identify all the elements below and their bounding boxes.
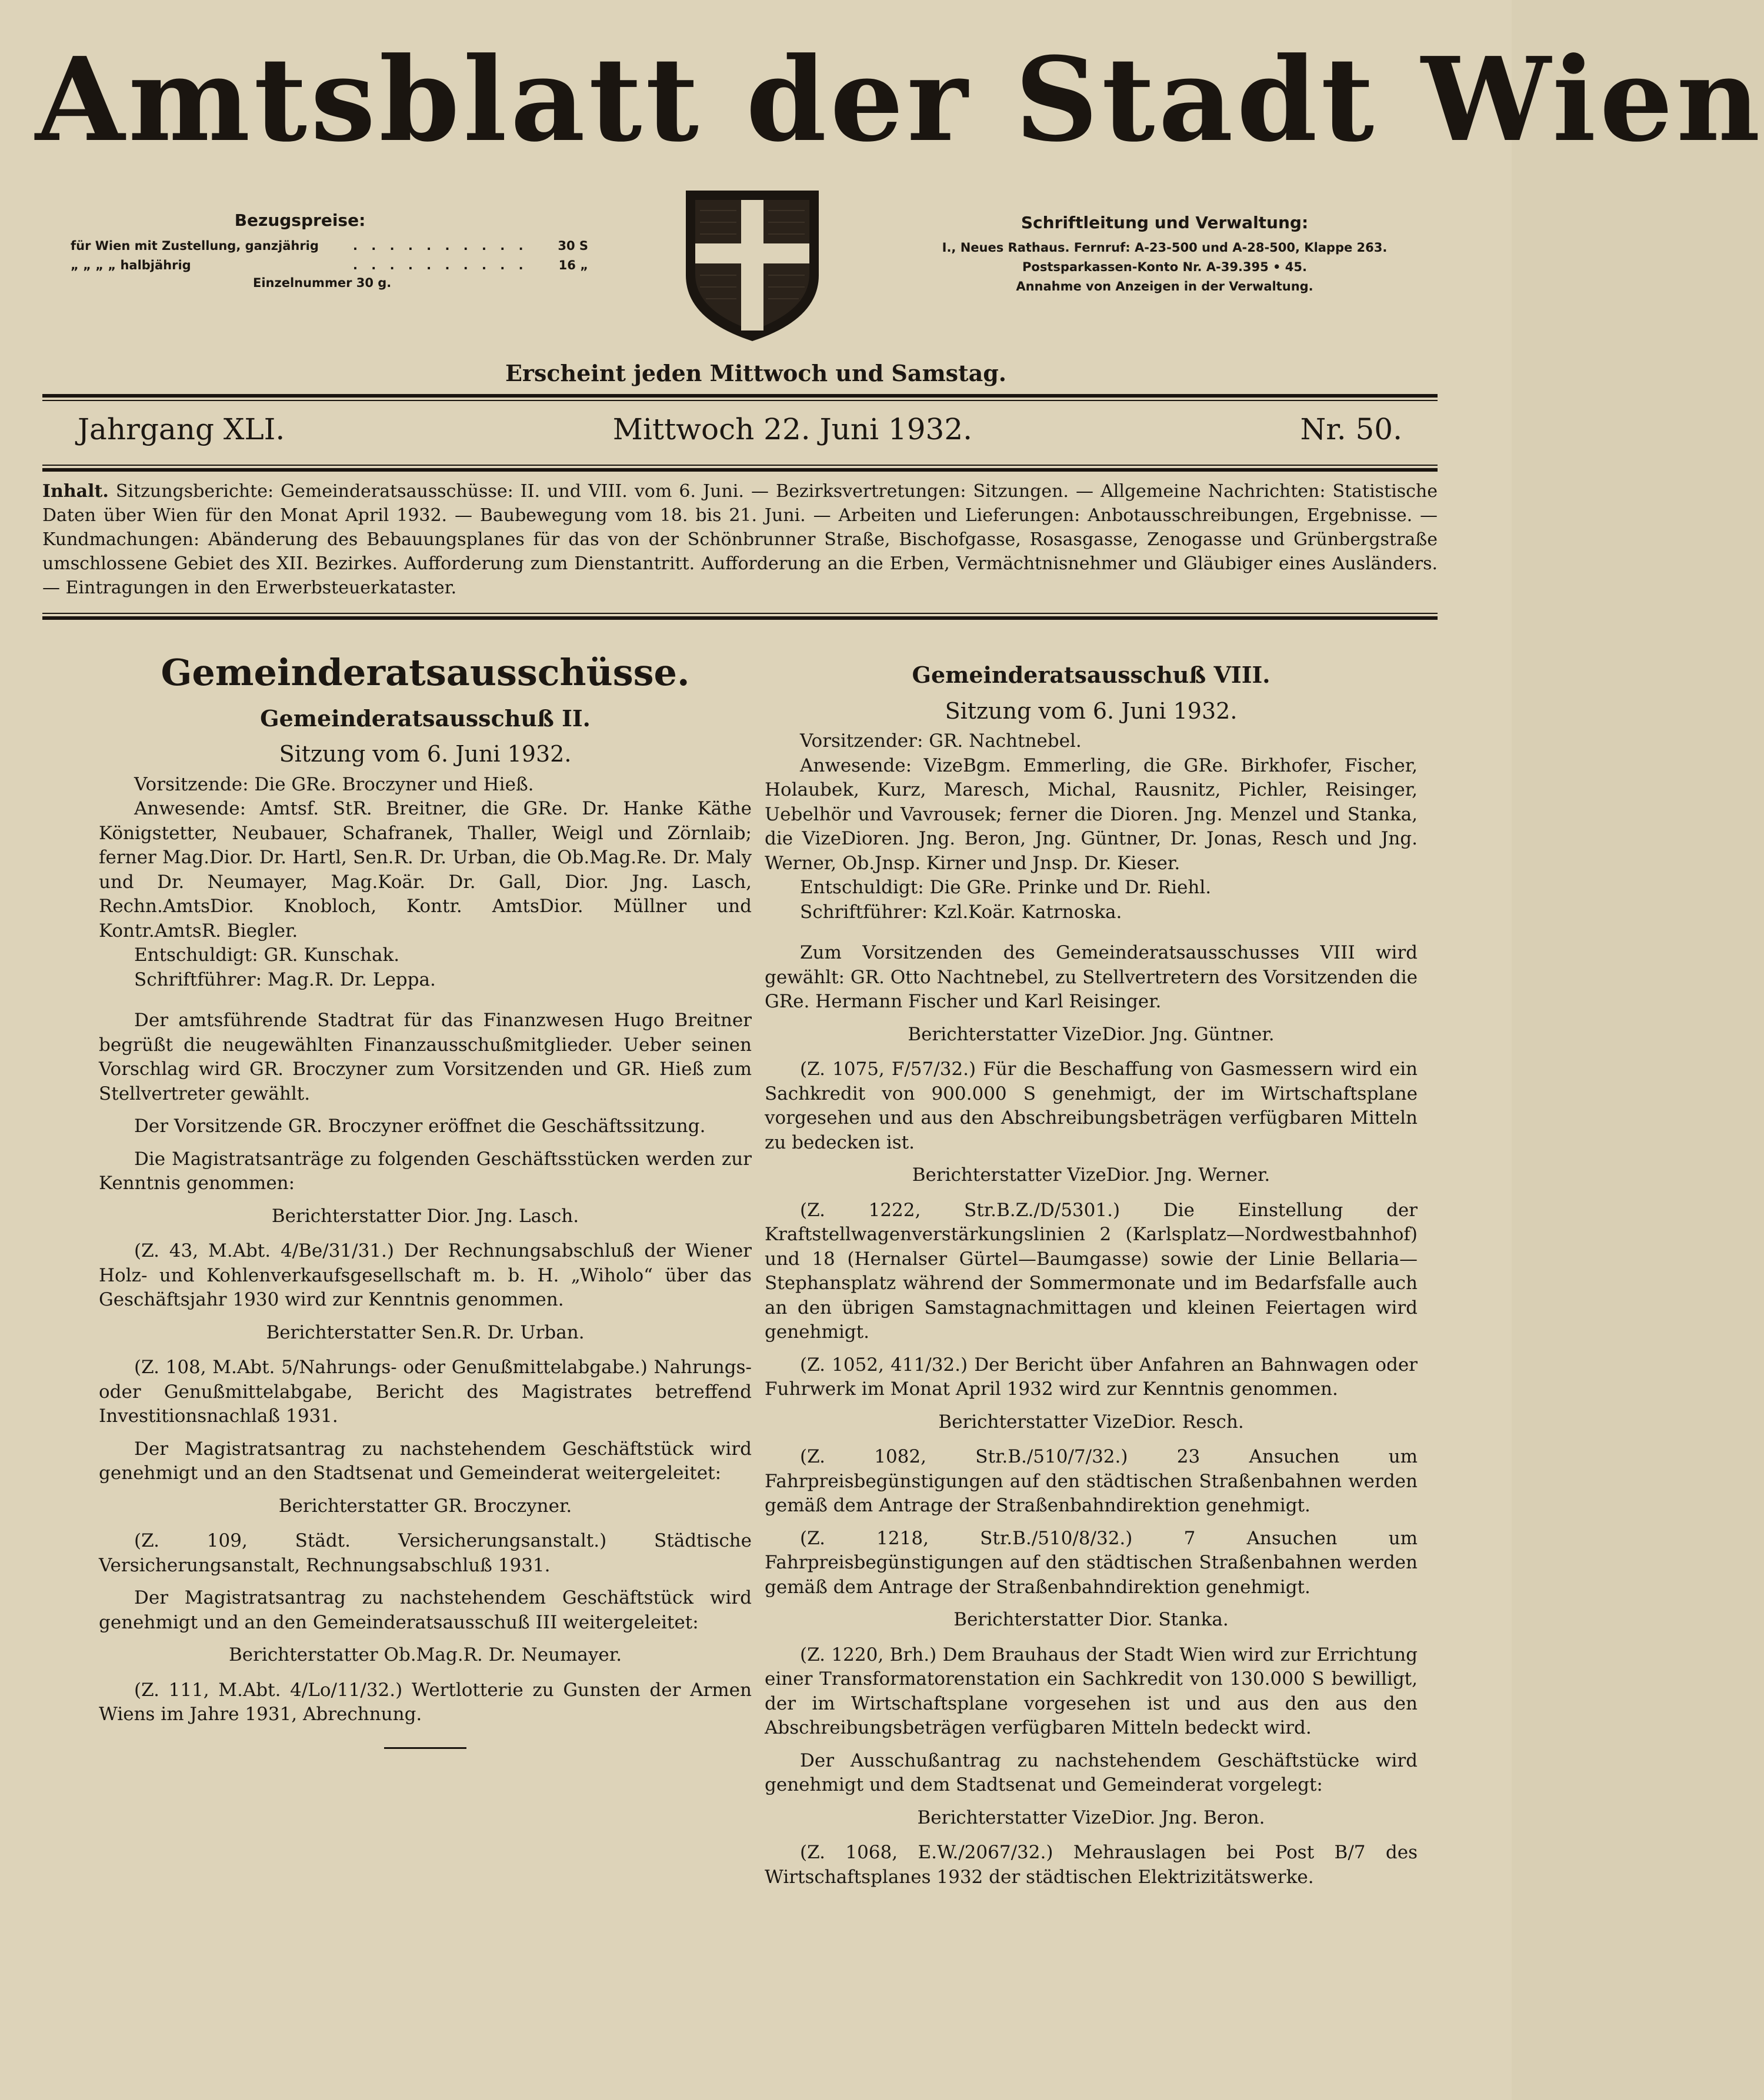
agenda-item: (Z. 111, M.Abt. 4/Lo/11/32.) Wertlotterie zu Gunsten der Armen Wiens im Jahre 1931, Abrechnung. [99, 1679, 752, 1725]
price-row-halfyear [71, 255, 588, 275]
divider-thick [42, 468, 1438, 472]
agenda-item: (Z. 1075, F/57/32.) Für die Beschaffung von Gasmessern wird ein Sachkredit von 900.000 S genehmigt, der im Wirtschaftsplane vorgesehen und aus den Abschreibungsbeträgen verfügbaren Mitteln zu bedecken ist. [765, 1059, 1418, 1153]
agenda-item: (Z. 1222, Str.B.Z./D/5301.) Die Einstellung der Kraftstellwagenverstärkungslinien 2 (Karlsplatz—Nordwestbahnhof) und 18 (Hernalser Gürtel—Baumgasse) sowie der Linie Bellaria—Stephansplatz während der Sommermonate und im Bedarfsfalle auch an den übrigen Samstagnachmittagen und kleinen Feiertagen wird genehmigt. [765, 1199, 1418, 1343]
agenda-item: (Z. 1082, Str.B./510/7/32.) 23 Ansuchen um Fahrpreisbegünstigungen auf den städtischen Straßenbahnen werden gemäß dem Antrage der Straßenbahndirektion genehmigt. [765, 1446, 1418, 1516]
paragraph: Der Magistratsantrag zu nachstehendem Geschäftstück wird genehmigt und an den Stadtsenat und Gemeinderat weitergeleitet: [99, 1438, 752, 1484]
session-date: Sitzung vom 6. Juni 1932. [279, 741, 572, 767]
agenda-item: (Z. 1220, Brh.) Dem Brauhaus der Stadt Wien wird zur Errichtung einer Transformatorenstation ein Sachkredit von 130.000 S bewilligt, der im Wirtschaftsplane vorgesehen ist und aus den aus den Abschreibungsbeträgen verfügbaren Mitteln bedeckt wird. [765, 1644, 1418, 1738]
single-issue-price: Einzelnummer 30 g. [253, 276, 392, 290]
session-date: Sitzung vom 6. Juni 1932. [945, 697, 1238, 724]
editorial-ads-note: Annahme von Anzeigen in der Verwaltung. [1016, 279, 1313, 293]
left-column [99, 638, 752, 1749]
excused: Entschuldigt: GR. Kunschak. [134, 944, 400, 966]
agenda-item: (Z. 108, M.Abt. 5/Nahrungs- oder Genußmittelabgabe.) Nahrungs- oder Genußmittelabgabe, Bericht des Magistrates betreffend Investitionsnachlaß 1931. [99, 1357, 752, 1427]
divider-thin [42, 400, 1438, 401]
divider-thick [42, 616, 1438, 620]
price-label: für Wien mit Zustellung, ganzjährig [71, 238, 319, 253]
section-title: Gemeinderatsausschüsse. [161, 651, 690, 694]
paragraph: Der Magistratsantrag zu nachstehendem Geschäftstück wird genehmigt und an den Gemeinderatsausschuß III weitergeleitet: [99, 1587, 752, 1633]
chair: Vorsitzende: Die GRe. Broczyner und Hieß. [134, 773, 534, 795]
vienna-coat-of-arms-icon [682, 187, 822, 345]
paragraph: Der Vorsitzende GR. Broczyner eröffnet die Geschäftssitzung. [134, 1116, 706, 1137]
editorial-office [906, 213, 1423, 296]
price-value: 16 „ [558, 258, 588, 272]
reporter: Berichterstatter VizeDior. Jng. Beron. [917, 1807, 1265, 1828]
issue-date: Mittwoch 22. Juni 1932. [612, 412, 973, 446]
attendees: Anwesende: Amtsf. StR. Breitner, die GRe. Dr. Hanke Käthe Königstetter, Neubauer, Schafranek, Thaller, Weigl und Zörnlaib; ferner Mag.Dior. Dr. Hartl, Sen.R. Dr. Urban, die Ob.Mag.Re. Dr. Maly und Dr. Neumayer, Mag.Koär. Dr. Gall, Dior. Jng. Lasch, Rechn.AmtsDior. Knobloch, Kontr. AmtsDior. Müllner und Kontr.AmtsR. Biegler. [99, 798, 752, 942]
committee-title: Gemeinderatsausschuß II. [260, 705, 591, 732]
leader-dots: . . . . . . . . . . [353, 258, 528, 272]
paragraph: Der Ausschußantrag zu nachstehendem Geschäftstücke wird genehmigt und dem Stadtsenat und Gemeinderat vorgelegt: [765, 1750, 1418, 1795]
secretary: Schriftführer: Kzl.Koär. Katrnoska. [800, 901, 1122, 923]
divider-thin [42, 613, 1438, 614]
paragraph: Zum Vorsitzenden des Gemeinderatsausschusses VIII wird gewählt: GR. Otto Nachtnebel, zu Stellvertretern des Vorsitzenden die GRe. Hermann Fischer und Karl Reisinger. [765, 942, 1418, 1012]
subscription-prices [71, 211, 588, 290]
reporter: Berichterstatter VizeDior. Jng. Werner. [912, 1164, 1271, 1186]
price-label: „ „ „ „ halbjährig [71, 258, 191, 272]
volume: Jahrgang XLI. [78, 412, 285, 446]
reporter: Berichterstatter GR. Broczyner. [278, 1495, 572, 1517]
right-column [765, 638, 1418, 1898]
excused: Entschuldigt: Die GRe. Prinke und Dr. Riehl. [800, 877, 1212, 898]
secretary: Schriftführer: Mag.R. Dr. Leppa. [134, 969, 436, 990]
reporter: Berichterstatter Dior. Jng. Lasch. [271, 1205, 579, 1227]
reporter: Berichterstatter VizeDior. Jng. Güntner. [908, 1023, 1275, 1045]
issue-number: Nr. 50. [1300, 412, 1402, 446]
end-rule [384, 1747, 466, 1749]
reporter: Berichterstatter Ob.Mag.R. Dr. Neumayer. [228, 1644, 622, 1665]
contents-text: Sitzungsberichte: Gemeinderatsausschüsse: II. und VIII. vom 6. Juni. — Bezirksvertretungen: Sitzungen. — Allgemeine Nachrichten: Statistische Daten über Wien für den Monat April 1932. — Baubewegung vom 18. bis 21. Juni. — Arbeiten und Lieferungen: Anbotausschreibungen, Ergebnisse. — Kundmachungen: Abänderung des Bebauungsplanes für das von der Schönbrunner Straße, Bischofgasse, Rosasgasse, Zenogasse und Grünbergstraße umschlossene Gebiet des XII. Bezirkes. Aufforderung zum Dienstantritt. Aufforderung an die Erben, Vermächtnisnehmer und Gläubiger eines Ausländers. — Eintragungen in den Erwerbsteuerkataster. [42, 481, 1438, 598]
reporter: Berichterstatter Sen.R. Dr. Urban. [266, 1321, 585, 1343]
agenda-item: (Z. 1052, 411/32.) Der Bericht über Anfahren an Bahnwagen oder Fuhrwerk im Monat April 1932 wird zur Kenntnis genommen. [765, 1354, 1418, 1400]
paragraph: Der amtsführende Stadtrat für das Finanzwesen Hugo Breitner begrüßt die neugewählten Finanzausschußmitglieder. Ueber seinen Vorschlag wird GR. Broczyner zum Vorsitzenden und GR. Hieß zum Stellvertreter gewählt. [99, 1010, 752, 1104]
price-row-yearly [71, 236, 588, 255]
leader-dots: . . . . . . . . . . [353, 238, 528, 253]
reporter: Berichterstatter Dior. Stanka. [953, 1609, 1229, 1630]
price-value: 30 S [558, 238, 588, 253]
paragraph: Die Magistratsanträge zu folgenden Geschäftsstücken werden zur Kenntnis genommen: [99, 1148, 752, 1194]
issue-line [42, 406, 1438, 453]
contents-label: Inhalt. [42, 481, 109, 502]
masthead-title: Amtsblatt der Stadt Wien [35, 32, 1764, 168]
editorial-address: I., Neues Rathaus. Fernruf: A-23-500 und A-28-500, Klappe 263. [942, 241, 1388, 255]
subscription-heading: Bezugspreise: [234, 211, 366, 230]
chair: Vorsitzender: GR. Nachtnebel. [800, 730, 1082, 752]
divider-thick [42, 394, 1438, 398]
agenda-item: (Z. 43, M.Abt. 4/Be/31/31.) Der Rechnungsabschluß der Wiener Holz- und Kohlenverkaufsgesellschaft m. b. H. „Wiholo“ über das Geschäftsjahr 1930 wird zur Kenntnis genommen. [99, 1240, 752, 1310]
agenda-item: (Z. 109, Städt. Versicherungsanstalt.) Städtische Versicherungsanstalt, Rechnungsabschluß 1931. [99, 1530, 752, 1576]
editorial-postal-account: Postsparkassen-Konto Nr. A-39.395 • 45. [1022, 260, 1307, 274]
attendees: Anwesende: VizeBgm. Emmerling, die GRe. Birkhofer, Fischer, Holaubek, Kurz, Maresch, Michal, Rausnitz, Pichler, Reisinger, Uebelhör und Vavrousek; ferner die Dioren. Jng. Menzel und Stanka, die VizeDioren. Jng. Beron, Jng. Güntner, Dr. Jonas, Resch und Jng. Werner, Ob.Jnsp. Kirner und Jnsp. Dr. Kieser. [765, 754, 1418, 874]
agenda-item: (Z. 1068, E.W./2067/32.) Mehrauslagen bei Post B/7 des Wirtschaftsplanes 1932 der städtischen Elektrizitätswerke. [765, 1842, 1418, 1888]
table-of-contents [42, 479, 1438, 600]
committee-title: Gemeinderatsausschuß VIII. [912, 662, 1271, 688]
reporter: Berichterstatter VizeDior. Resch. [938, 1411, 1244, 1433]
agenda-item: (Z. 1218, Str.B./510/8/32.) 7 Ansuchen um Fahrpreisbegünstigungen auf den städtischen Straßenbahnen werden gemäß dem Antrage der Straßenbahndirektion genehmigt. [765, 1527, 1418, 1598]
divider-thin [42, 465, 1438, 466]
publication-schedule: Erscheint jeden Mittwoch und Samstag. [505, 360, 1007, 386]
editorial-heading: Schriftleitung und Verwaltung: [1021, 213, 1309, 232]
